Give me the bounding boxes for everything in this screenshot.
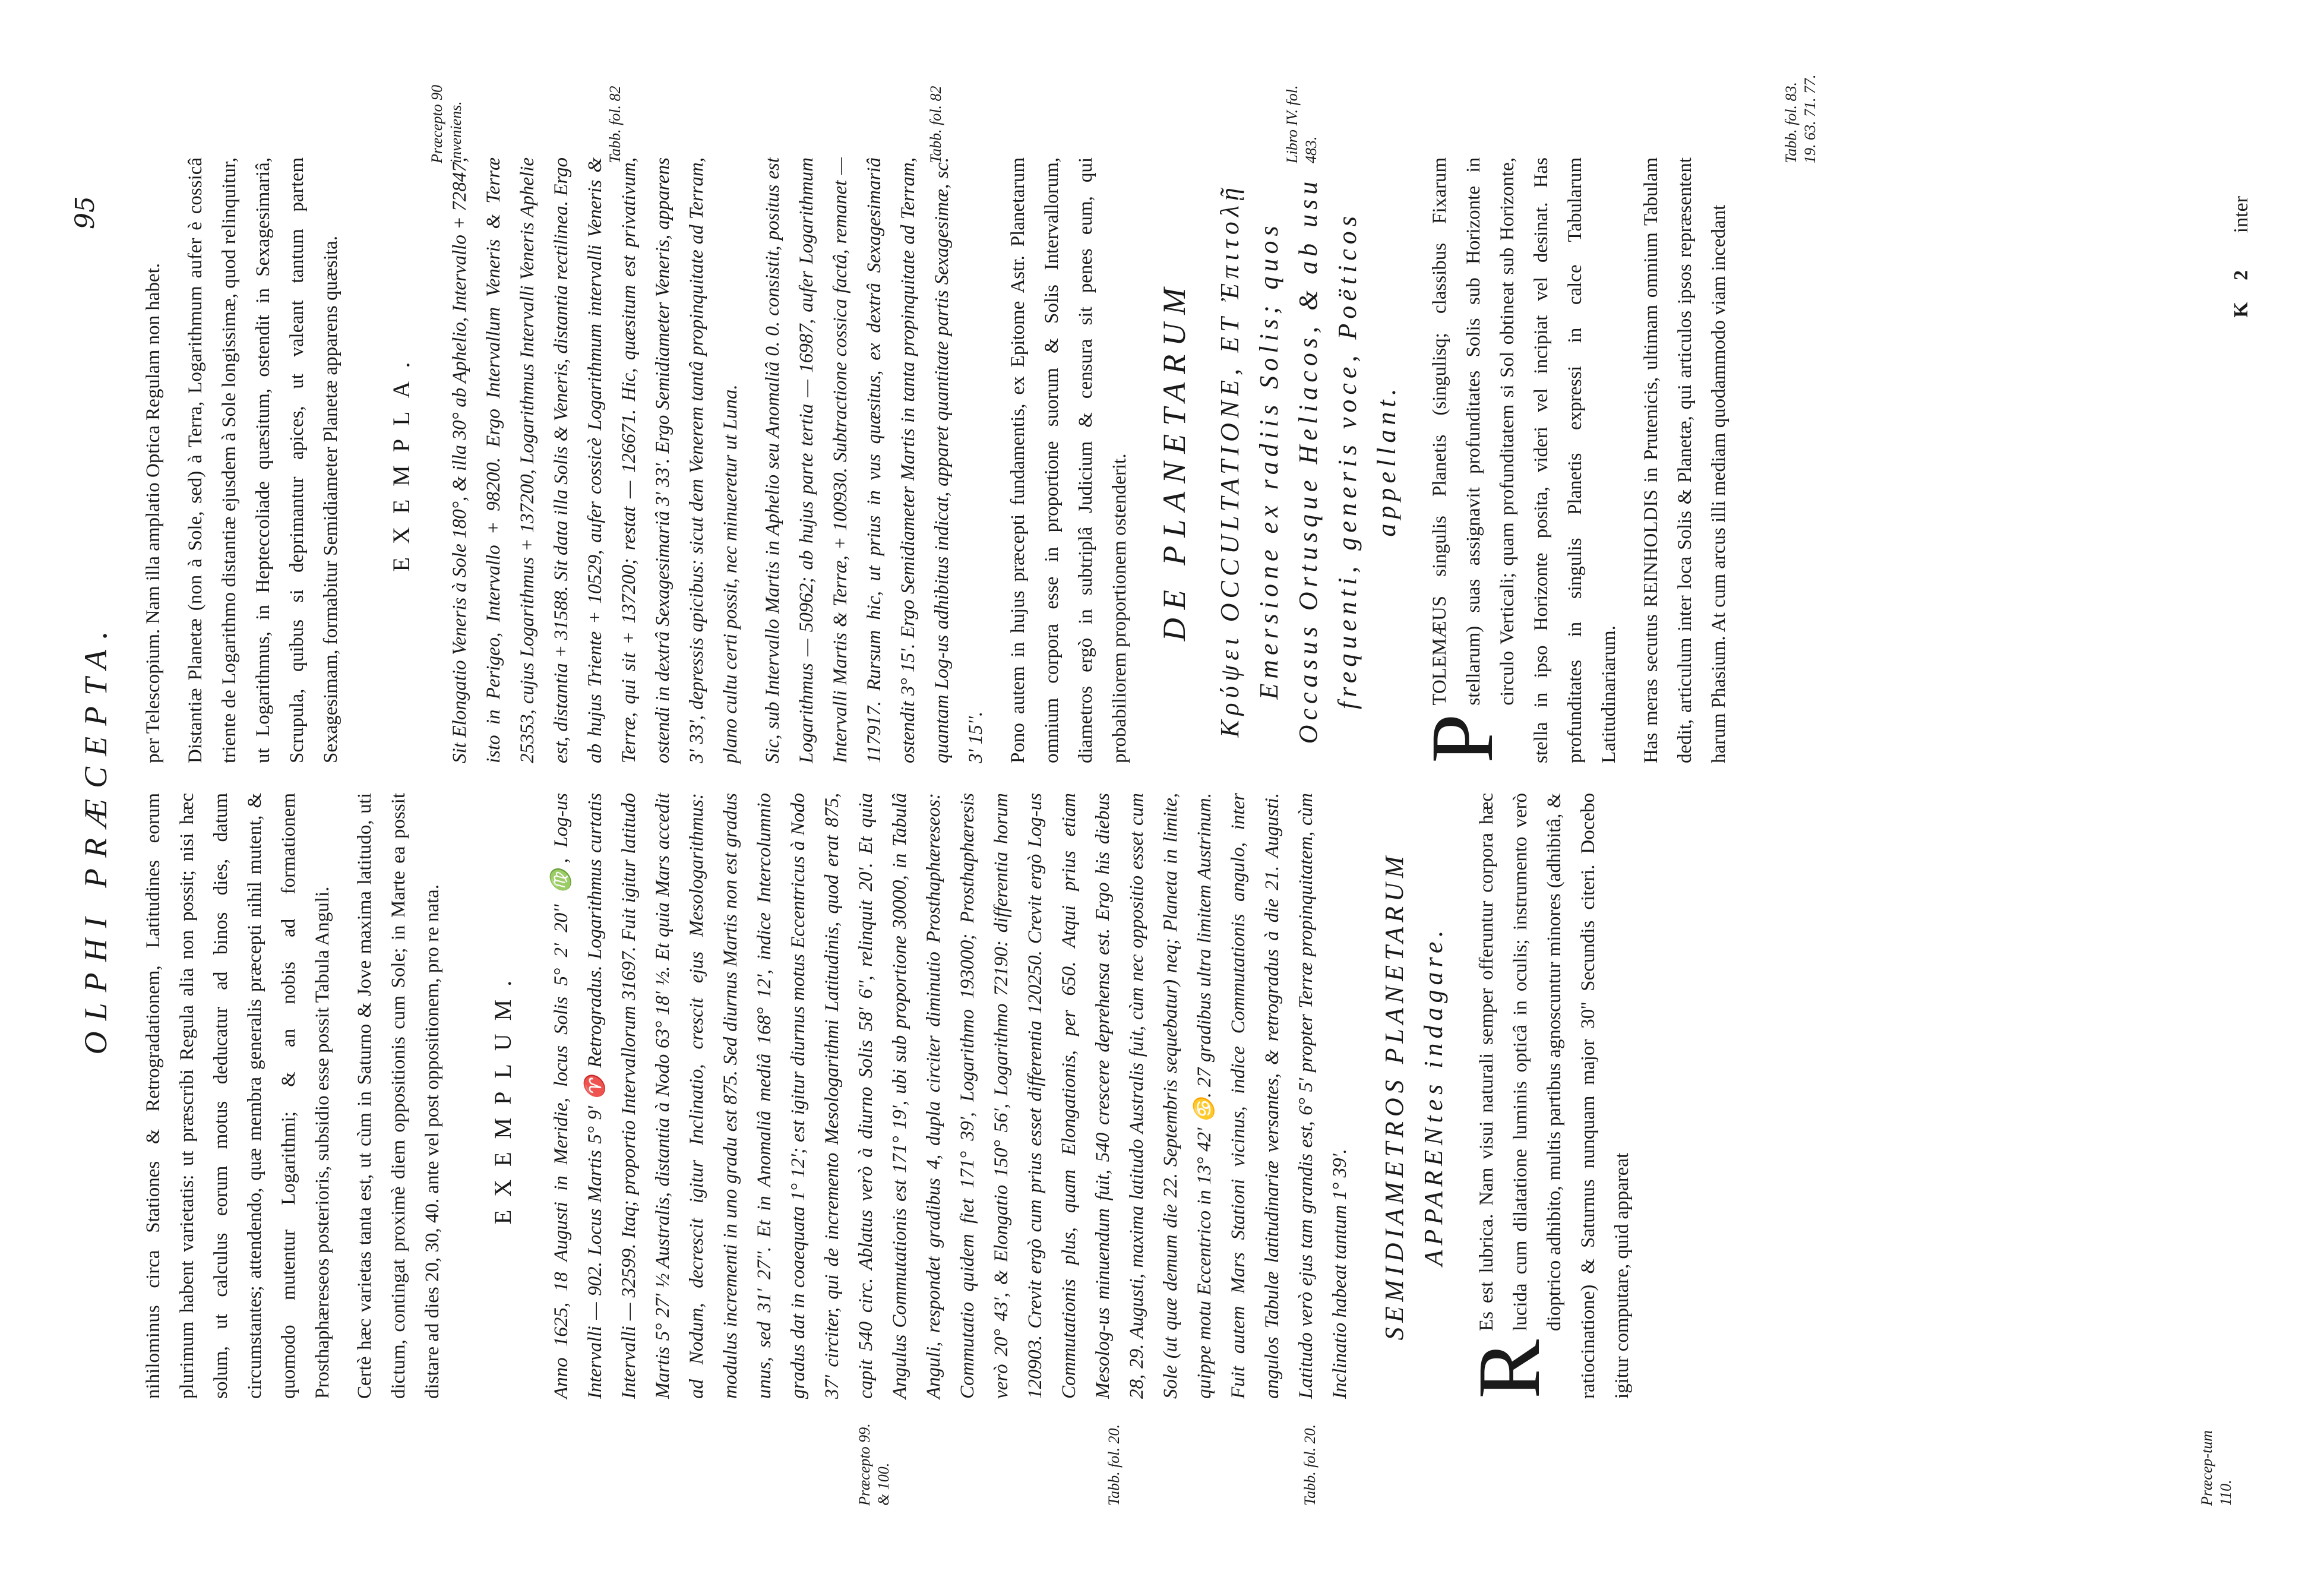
paragraph: Has meras secutus REINHOLDIS in Prutenicis, ultimam omnium Tabulam dedit, articulum inter loca Solis & Planetæ, qui articulos ipsos repræsentent harum Phasium. At cum arcus illi mediam quodammodo viam incedant bbox=[1640, 157, 1729, 763]
section-heading: EXEMPLUM. bbox=[489, 967, 516, 1225]
catchword: inter bbox=[2230, 196, 2252, 233]
paragraph-text: Es est lubrica. Nam visui naturali semper offeruntur corpora hæc lucida cum dilatatione luminis opticâ in oculis; instrumento verò dioptrico adhibito, multis partibus agnoscuntur minores (adhibitâ, & ratiocinatione) & Saturnus nunquam major 30'' Secundis citeri. Docebo igitur computare, quid appareat bbox=[1476, 793, 1633, 1399]
paragraph: Distantiæ Planetæ (non à Sole, sed) à Terra, Logarithmum aufer è cossicâ triente de Logarithmo distantiæ ejusdem à Sole longissimæ, quod relinquitur, ut Logarithmus, in Hepteccoliade quæsitum, ostendit in Sexagesimariâ, Scrupula, quibus si deprimantur apices, ut valeant tantum partem Sexagesimam, formabitur Semidiameter Planetæ apparens quæsita. bbox=[185, 157, 342, 763]
paragraph: per Telescopium. Nam illa amplatio Optica Regulam non habet. bbox=[143, 263, 164, 763]
section-subheading: Κρύψει OCCULTATIONE, ET Ἐπιτολῇ Emersione ex radiis Solis; quos Occasus Ortusque Heliacos, & ab usu frequenti, generis voce, Poëticos appellant. bbox=[1215, 176, 1401, 744]
margin-note: Præcep-tum 110. bbox=[2198, 1430, 2234, 1506]
right-column bbox=[137, 157, 1744, 763]
paragraph: Sit Elongatio Veneris à Sole 180°, & illa 30° ab Aphelio, Intervallo + 72847, isto in Perigeo, Intervallo + 98200. Ergo Intervallum Veneris & Terræ 25353, cujus Logarithmus + 137200, Logarithmus Intervalli Veneris Aphelie est, distantia + 31588. Sit data illa Solis & Veneris, distantia rectilinea. Ergo ab hujus Triente + 10529, aufer cossicè Logarithmum intervalli Veneris & Terræ, qui sit + 137200; restat — 126671. Hic, quæsitum est privativum, ostendi in dextrâ Sexagesimariâ 3' 33'. Ergo Semidiameter Veneris, apparens 3' 33', depressis apicibus: sicut dem Venerem tantâ propinquitate ad Terram, plano cultu certi possit, nec minueretur ut Luna. bbox=[449, 157, 741, 763]
margin-note: Præcepto 90 inveniens. bbox=[428, 84, 464, 163]
section-heading: SEMIDIAMETROS PLANETARUM APPARENtes indagare. bbox=[1380, 851, 1448, 1341]
signature-mark: K 2 bbox=[2230, 261, 2252, 318]
running-head: OLPHI PRÆCEPTA. bbox=[78, 620, 113, 1055]
paragraph bbox=[1460, 793, 1639, 1399]
paragraph: Certè hæc varietas tanta est, ut cùm in Saturno & Jove maxima latitudo, uti dictum, contingat proximè diem oppositionis cum Sole; in Marte ea possit distare ad dies 20, 30, 40. ante vel post oppositionem, pro re nata. bbox=[354, 793, 443, 1399]
margin-note: Tabb. fol. 82 bbox=[606, 86, 624, 163]
margin-note: Tabb. fol. 83. 19. 63. 71. 77. bbox=[1782, 74, 1819, 163]
margin-note: Præcepto 99. & 100. bbox=[856, 1423, 892, 1506]
section-heading: EXEMPLA. bbox=[388, 349, 415, 572]
left-column bbox=[137, 793, 1648, 1399]
paragraph bbox=[1413, 157, 1626, 763]
paragraph: Pono autem in hujus præcepti fundamentis, ex Epitome Astr. Planetarum omnium corpora esse in proportione suorum & Solis Intervallorum, diametros ergò in subtriplâ Judicium & censura sit penes eum, qui probabiliorem proportionem ostenderit. bbox=[1007, 157, 1130, 763]
drop-cap: R bbox=[1460, 1339, 1558, 1399]
page-number: 95 bbox=[70, 196, 100, 229]
paragraph: nihilominus circa Stationes & Retrogradationem, Latitudines eorum plurimum habent varietatis: ut præscribi Regula alia non possit; nisi hæc solum, ut calculus eorum motus deducatur ad binos dies, datum circumstantes; attendendo, quæ membra generalis præcepti nihil mutent, & quomodo mutentur Logarithmi; & an nobis ad formationem Prosthaphæreseos posterioris, subsidio esse possit Tabula Anguli. bbox=[143, 793, 333, 1399]
margin-note: Tabb. fol. 20. bbox=[1301, 1424, 1318, 1506]
paragraph: Sic, sub Intervallo Martis in Aphelio seu Anomaliâ 0. 0. consistit, positus est Logarithmus — 50962; ab hujus parte tertia — 16987, aufer Logarithmum Intervalli Martis & Terræ, + 100930. Subtractione cossica factâ, remanet — 117917. Rursum hic, ut prius in vus quæsitus, ex dextrâ Sexagesimariâ ostendit 3° 15'. Ergo Semidiameter Martis in tanta propinquitate ad Terram, quantam Log-us adhibitus indicat, apparet quantitate partis Sexagesimæ, sc. 3' 15''. bbox=[762, 157, 986, 763]
margin-note: Tabb. fol. 82 bbox=[927, 86, 944, 163]
catchword-line bbox=[2230, 196, 2253, 318]
margin-note: Libro IV. fol. 483. bbox=[1283, 85, 1320, 163]
drop-cap: P bbox=[1413, 713, 1512, 763]
paragraph-text: TOLEMÆUS singulis Planetis (singulisq; classibus Fixarum stellarum) suas assignavit profunditates Solis sub Horizonte in circulo Verticali; quam profunditatem si Sol obtineat sub Horizonte, stella in ipso Horizonte posita, videri vel incipiat vel desinat. Has profunditates in singulis Planetis expressi in calce Tabularum Latitudinariarum. bbox=[1429, 157, 1620, 763]
paragraph: Anno 1625, 18 Augusti in Meridie, locus Solis 5° 2' 20'' ♍, Log-us Intervalli — 902. Locus Martis 5° 9' ♈ Retrogradus. Logarithmus curtatis Intervalli — 32599. Itaq; proportio Intervallorum 31697. Fuit igitur latitudo Martis 5° 27' ½ Australis, distantia à Nodo 63° 18' ½. Et quia Mars accedit ad Nodum, decrescit igitur Inclinatio, crescit ejus Mesologarithmus: modulus incrementi in uno gradu est 875. Sed diurnus Martis non est gradus unus, sed 31' 27''. Et in Anomaliâ mediâ 168° 12', indice Intercolumnio gradus dat in coaequata 1° 12'; est igitur diurnus motus Eccentricus à Nodo 37' circiter, qui de incremento Mesologarithmi Latitudinis, quod erat 875, capit 540 circ. Ablatus verò à diurno Solis 58' 6'', relinquit 20'. Et quia Angulus Commutationis est 171° 19', ubi sub proportione 30000, in Tabulâ Anguli, respondet gradibus 4, dupla circiter diminutio Prosthaphæreseos: Commutatio quidem fiet 171° 39', Logarithmo 193000; Prosthaphæresis verò 20° 43', & Elongatio 150° 56', Logarithmo 72190: differentia horum 120903. Crevit ergò cum prius esset differentia 120250. Crevit ergò Log-us Commutationis plus, quam Elongationis, per 650. Atqui prius etiam Mesolog-us minuendum fuit, 540 crescere deprehensa est. Ergo his diebus 28, 29. Augusti, maxima latitudo Australis fuit, cùm nec oppositio esset cum Sole (ut quæ demum die 22. Septembris sequebatur) neq; Planeta in limite, quippe motu Eccentrico in 13° 42' ♋. 27 gradibus ultra limitem Austrinum. Fuit autem Mars Stationi vicinus, indice Commutationis angulo, inter angulos Tabulæ latitudinariæ versantes, & retrogradus à die 21. Augusti. Latitudo verò ejus tam grandis est, 6° 5' propter Terræ propinquitatem, cùm Inclinatio habeat tantum 1° 39'. bbox=[551, 793, 1351, 1399]
margin-note: Tabb. fol. 20. bbox=[1105, 1424, 1123, 1506]
section-heading: DE PLANETARUM bbox=[1156, 279, 1192, 641]
